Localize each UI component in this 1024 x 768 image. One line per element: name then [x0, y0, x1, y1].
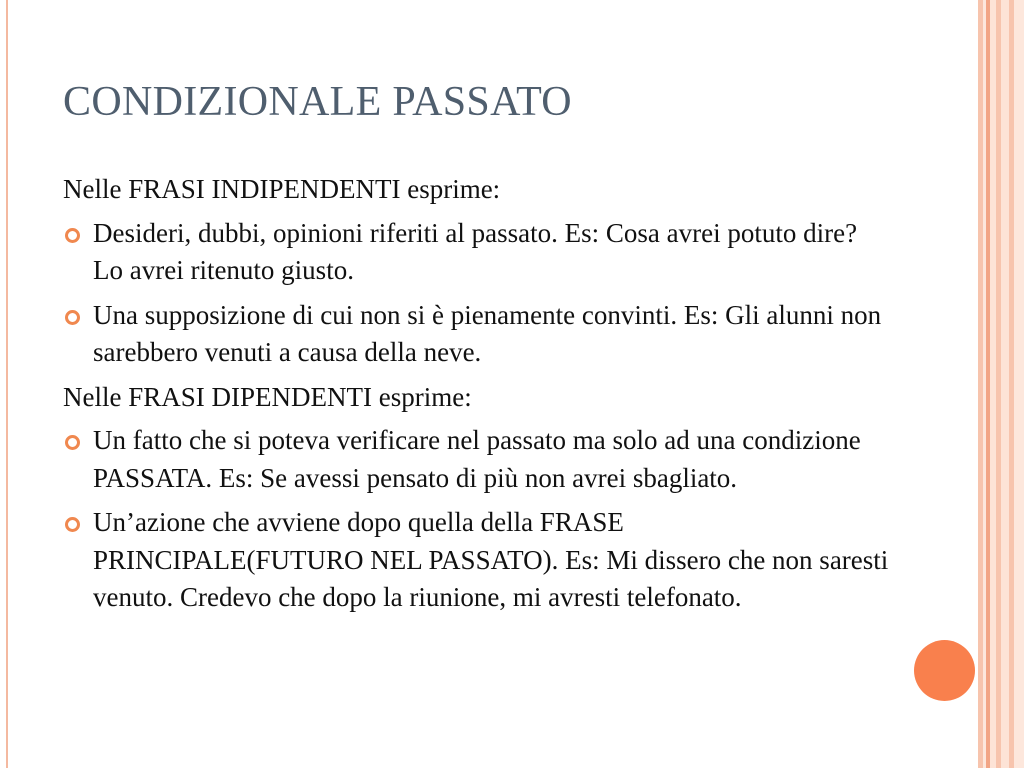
slide-content: [63, 171, 893, 624]
section-heading-dependent: Nelle FRASI DIPENDENTI esprime:: [63, 381, 472, 412]
bullet-item: [63, 297, 893, 372]
bullet-item: [63, 215, 893, 290]
left-border-line: [6, 0, 8, 768]
bullet-circle-icon: [65, 517, 80, 532]
bullet-text: Una supposizione di cui non si è pienamente convinti. Es: Gli alunni non sarebbero venuti a causa della neve.: [93, 299, 882, 367]
bullet-text: Un’azione che avviene dopo quella della FRASE PRINCIPALE(FUTURO NEL PASSATO). Es: Mi dissero che non saresti venuto. Credevo che dopo la riunione, mi avresti telefonato.: [93, 507, 889, 612]
bullet-circle-icon: [65, 310, 80, 325]
bullet-item: [63, 422, 893, 497]
bullet-item: [63, 504, 893, 617]
bullet-circle-icon: [65, 435, 80, 450]
section-heading-independent: Nelle FRASI INDIPENDENTI esprime:: [63, 174, 501, 204]
slide-title: CONDIZIONALE PASSATO: [63, 79, 572, 125]
right-stripe-8: [1014, 0, 1024, 768]
decorative-circle: [914, 640, 975, 701]
bullet-circle-icon: [65, 228, 80, 243]
bullet-text: Desideri, dubbi, opinioni riferiti al passato. Es: Cosa avrei potuto dire? Lo avrei ritenuto giusto.: [93, 217, 858, 285]
right-stripe-6: [1001, 0, 1009, 768]
bullet-text: Un fatto che si poteva verificare nel passato ma solo ad una condizione PASSATA. Es: Se avessi pensato di più non avrei sbagliato.: [93, 425, 861, 493]
